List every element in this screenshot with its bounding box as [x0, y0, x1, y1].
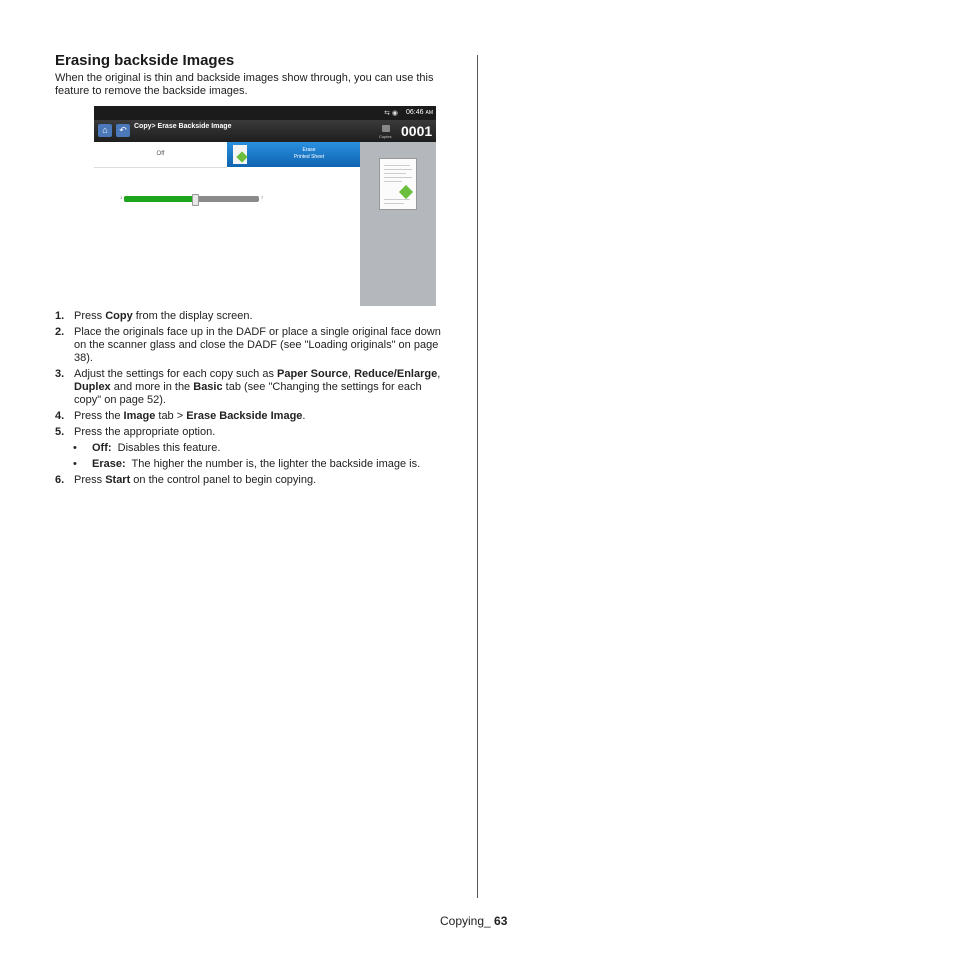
option-erase-label: Erase Printed Sheet [293, 147, 325, 160]
step-1: 1. Press Copy from the display screen. [55, 310, 253, 322]
footer-section: Copying_ [440, 914, 495, 928]
page-number: 63 [494, 914, 508, 928]
device-screenshot [94, 106, 436, 306]
page-footer [440, 914, 507, 928]
copies-label: Copies [379, 134, 392, 139]
clock: 06:46 AM [406, 109, 433, 116]
slider-fill [124, 196, 192, 202]
back-icon[interactable]: ↶ [116, 124, 130, 137]
page-preview-icon [233, 145, 247, 164]
bullet-off: • Off: Disables this feature. [73, 442, 221, 454]
intro-paragraph: When the original is thin and backside images show through, you can use this feature to remove the backside images. [55, 72, 434, 97]
steps-list [55, 310, 450, 490]
step-6: 6. Press Start on the control panel to begin copying. [55, 474, 317, 486]
slider-handle[interactable] [192, 194, 199, 206]
breadcrumb: Copy> Erase Backside Image [134, 123, 232, 130]
preview-pane [360, 142, 436, 306]
home-icon[interactable]: ⌂ [98, 124, 112, 137]
usb-icon: ⇆ ◉ [384, 110, 398, 117]
slider-area [94, 168, 360, 306]
column-divider [477, 55, 478, 898]
title-bar [94, 120, 436, 142]
status-bar [94, 106, 436, 120]
step-2: 2. Place the originals face up in the DADF or place a single original face down on the scanner glass and close the DADF (see "Loading originals" on page 38). [55, 326, 441, 364]
option-erase-button[interactable] [227, 142, 360, 167]
copies-icon [382, 125, 390, 132]
option-off-button[interactable]: Off [94, 142, 227, 168]
copy-counter: 0001 [401, 123, 433, 139]
step-4: 4. Press the Image tab > Erase Backside Image. [55, 410, 306, 422]
step-5: 5. Press the appropriate option. [55, 426, 216, 438]
erase-level-slider[interactable] [124, 196, 259, 202]
section-heading: Erasing backside Images [55, 52, 235, 69]
step-3: 3. Adjust the settings for each copy such as Paper Source, Reduce/Enlarge, Duplex and more in the Basic tab (see "Changing the settings for each copy" on page 52). [55, 368, 441, 406]
slider-max-label: 7 [261, 195, 264, 200]
slider-min-label: 1 [120, 195, 123, 200]
page-preview-icon [379, 158, 417, 210]
bullet-erase: • Erase: The higher the number is, the lighter the backside image is. [73, 458, 421, 470]
